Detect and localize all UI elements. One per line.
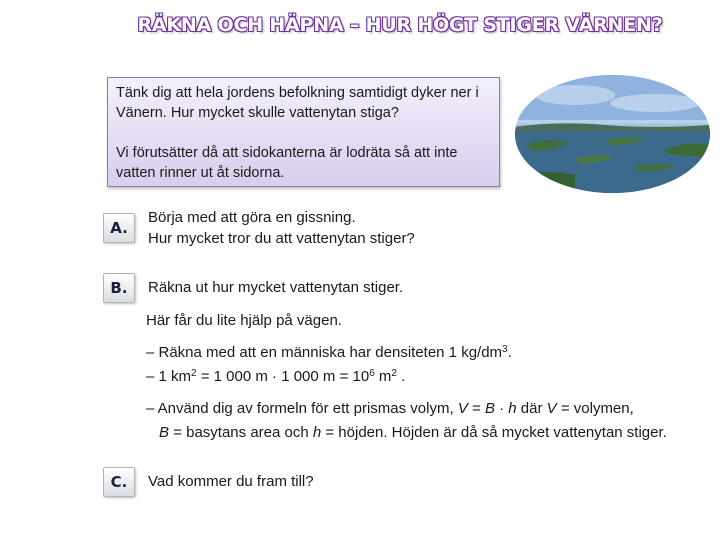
task-c-label: C.: [103, 467, 135, 497]
hints: [146, 309, 667, 445]
hint-density: – Räkna med att en människa har densiteten 1 $kg/dm^3$.: [146, 344, 512, 361]
page-title: RÄKNA OCH HÄPNA – HUR HÖGT STIGER VÄRNEN?: [137, 14, 663, 36]
task-c: [148, 471, 314, 492]
intro-paragraph-2: Vi förutsätter då att sidokanterna är lodräta så att inte vatten rinner ut åt sidorna.: [116, 145, 458, 181]
intro-paragraph-1: Tänk dig att hela jordens befolkning samtidigt dyker ner i Vänern. Hur mycket skulle vattenytan stiga?: [116, 85, 479, 121]
task-b: [148, 277, 403, 298]
task-a-line-1: Börja med att göra en gissning.: [148, 209, 356, 226]
hint-formula-continued: B = basytans area och h = höjden. Höjden är då så mycket vattenytan stiger.: [159, 424, 667, 441]
task-c-line-1: Vad kommer du fram till?: [148, 473, 314, 490]
task-a-label: A.: [103, 213, 135, 243]
task-b-label: B.: [103, 273, 135, 303]
task-a-line-2: Hur mycket tror du att vattenytan stiger?: [148, 230, 415, 247]
lake-photo: [515, 75, 710, 193]
intro-box: [107, 77, 500, 187]
hint-formula: – Använd dig av formeln för ett prismas volym, V = B · h där V = volymen,: [146, 400, 634, 417]
hint-area: – 1 $km^2 = 1$ 000 m · 1 000 $m = 10^6$ $m^2$ .: [146, 368, 406, 385]
hint-heading: Här får du lite hjälp på vägen.: [146, 312, 342, 329]
task-b-line-1: Räkna ut hur mycket vattenytan stiger.: [148, 279, 404, 296]
task-a: [148, 207, 415, 249]
